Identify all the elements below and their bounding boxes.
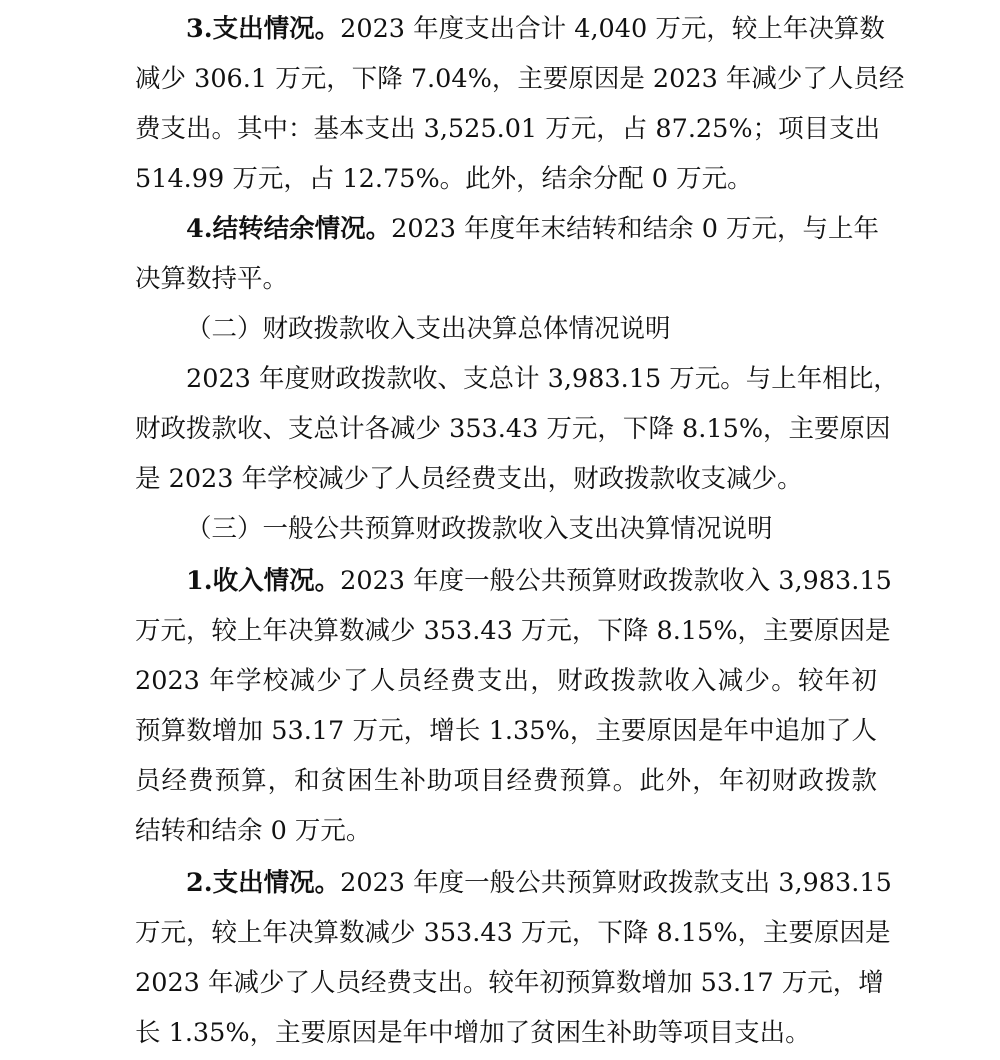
paragraph-line: 决算数持平。 — [135, 264, 289, 294]
paragraph-line: 万元，较上年决算数减少 353.43 万元，下降 8.15%，主要原因是 — [135, 616, 891, 646]
paragraph-line — [186, 4, 885, 54]
section-label: 1.收入情况。 — [186, 566, 341, 596]
paragraph-line: 2023 年学校减少了人员经费支出，财政拨款收入减少。较年初 — [135, 666, 877, 696]
paragraph-line: 2023 年度财政拨款收、支总计 3,983.15 万元。与上年相比， — [186, 364, 899, 394]
paragraph-text: 2023 年度支出合计 4,040 万元，较上年决算数 — [340, 14, 885, 44]
paragraph-line — [186, 858, 892, 908]
paragraph-text: 2023 年度年末结转和结余 0 万元，与上年 — [391, 214, 880, 244]
paragraph-line: 员经费预算，和贫困生补助项目经费预算。此外，年初财政拨款 — [135, 766, 877, 796]
paragraph-line: 结转和结余 0 万元。 — [135, 816, 372, 846]
section-label: 3.支出情况。 — [186, 14, 341, 44]
section-heading: （三）一般公共预算财政拨款收入支出决算情况说明 — [186, 514, 773, 544]
paragraph-line: 514.99 万元，占 12.75%。此外，结余分配 0 万元。 — [135, 164, 753, 194]
section-label: 2.支出情况。 — [186, 868, 341, 898]
paragraph-line — [186, 204, 880, 254]
paragraph-text: 2023 年度一般公共预算财政拨款支出 3,983.15 — [340, 868, 892, 898]
paragraph-line: 2023 年减少了人员经费支出。较年初预算数增加 53.17 万元，增 — [135, 968, 884, 998]
paragraph-line: 预算数增加 53.17 万元，增长 1.35%，主要原因是年中追加了人 — [135, 716, 877, 746]
paragraph-line: 长 1.35%，主要原因是年中增加了贫困生补助等项目支出。 — [135, 1018, 811, 1048]
paragraph-text: 2023 年度一般公共预算财政拨款收入 3,983.15 — [340, 566, 892, 596]
paragraph-line: 费支出。其中：基本支出 3,525.01 万元，占 87.25%；项目支出 — [135, 114, 881, 144]
section-heading: （二）财政拨款收入支出决算总体情况说明 — [186, 314, 671, 344]
paragraph-line — [186, 556, 892, 606]
section-label: 4.结转结余情况。 — [186, 214, 392, 244]
paragraph-line: 减少 306.1 万元，下降 7.04%，主要原因是 2023 年减少了人员经 — [135, 64, 905, 94]
paragraph-line: 万元，较上年决算数减少 353.43 万元，下降 8.15%，主要原因是 — [135, 918, 891, 948]
paragraph-line: 财政拨款收、支总计各减少 353.43 万元，下降 8.15%，主要原因 — [135, 414, 891, 444]
paragraph-line: 是 2023 年学校减少了人员经费支出，财政拨款收支减少。 — [135, 464, 803, 494]
